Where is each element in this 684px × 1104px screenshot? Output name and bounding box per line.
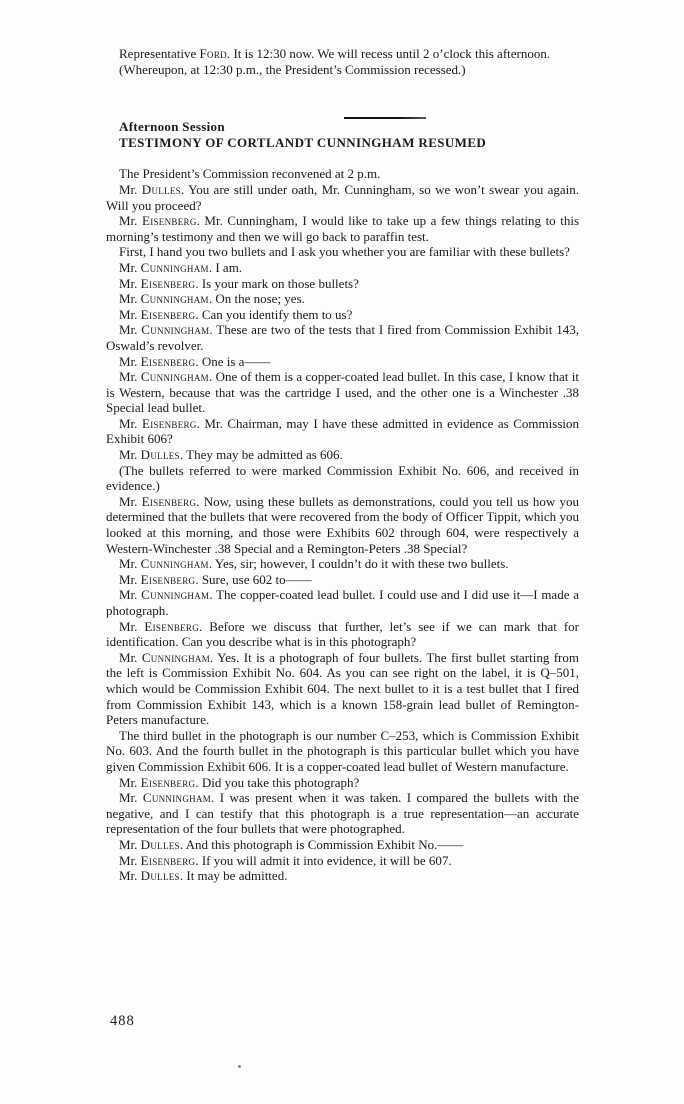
speaker-name: Cunningham [140,291,209,307]
paragraph [106,260,579,276]
paragraph-text: . Mr. Cunningham, I would like to take up a few things relating to this morning’s testimony and then we will go back to paraffin test. [106,213,580,244]
speaker-name: Ford [199,46,227,61]
speaker-name: Eisenberg [140,774,196,790]
paragraph-text: . Now, using these bullets as demonstrations, could you tell us how you determined that the bullets that were recovered from the body of Officer Tippit, which you looked at this morning, and those were Exhibits 602 through 604, were respectively a Western-Winchester .38 Special and a Remington-Peters .38 Special? [106,493,580,556]
speaker-name: Eisenberg [140,852,196,868]
paragraph [106,587,579,618]
paragraph [106,619,579,650]
testimony-title: TESTIMONY OF CORTLANDT CUNNINGHAM RESUMED [119,134,487,150]
paragraph-text: Mr. [119,868,141,884]
paragraph-text: . Mr. Chairman, may I have these admitted in evidence as Commission Exhibit 606? [106,415,580,447]
speaker-name: Cunningham [141,322,210,338]
paragraph-text: Mr. [119,447,141,463]
paragraph-text: Mr. [119,852,141,868]
speaker-name: Eisenberg [140,353,196,369]
speaker-name: Eisenberg [141,493,197,509]
paragraph-text: Mr. [119,571,141,587]
paragraph-text: The President’s Commission reconvened at 2 p.m. [119,166,381,182]
paragraph-text: Representative [119,46,200,61]
paragraph-text: . And this photograph is Commission Exhibit No.—— [179,836,464,852]
paragraph [106,369,579,416]
speaker-name: Dulles [141,181,181,197]
paragraph-text: . It is 12:30 now. We will recess until 2 o’clock this afternoon. [226,46,551,61]
paragraph-text: . Can you identify them to us? [195,306,353,322]
speaker-name: Eisenberg [141,213,197,229]
paragraph-text: . Sure, use 602 to—— [195,571,312,587]
paragraph-text: Mr. [119,322,142,338]
paragraph [106,790,579,837]
paragraph-text: . These are two of the tests that I fired from Commission Exhibit 143, Oswald’s revolver. [106,322,579,353]
speaker-name: Cunningham [140,556,209,572]
paragraph-text: Mr. [119,649,142,665]
paragraph-text: Mr. [119,493,142,509]
paragraph [106,307,579,323]
paragraph-text: Mr. [119,618,145,634]
paragraph-text: Mr. [119,836,141,852]
page-content [106,46,579,884]
paragraph-text: . It may be admitted. [179,868,288,884]
paragraph-text: Mr. [119,306,141,322]
paragraph-text: Mr. [119,587,142,603]
speaker-name: Dulles [140,868,180,884]
speaker-name: Dulles [140,447,180,463]
paragraph-text: . Before we discuss that further, let’s see if we can mark that for identification. Can you describe what is in this photograph? [106,618,580,650]
page-number: 488 [110,1013,135,1029]
paragraph [106,556,579,572]
paragraph-text: Mr. [119,415,142,431]
paragraph-text: . One is a—— [195,353,271,369]
paragraph [106,775,579,791]
paragraph-text: . Yes, sir; however, I couldn’t do it with these two bullets. [208,556,509,572]
paragraph-text: Mr. [119,369,141,385]
paragraph-text: (The bullets referred to were marked Commission Exhibit No. 606, and received in evidence.) [106,462,579,494]
paragraph [106,463,579,494]
paragraph-text: (Whereupon, at 12:30 p.m., the President’s Commission recessed.) [119,61,466,77]
paragraph-text: . Is your mark on those bullets? [195,275,359,291]
paragraph [106,416,579,447]
paragraph-text: Mr. [119,774,141,790]
paragraph-text: Mr. [119,556,141,572]
paragraph [106,322,579,353]
paragraph-text: Mr. [119,259,141,275]
paragraph [106,728,579,775]
paragraph-text: Mr. [119,353,141,369]
speaker-name: Cunningham [141,649,210,665]
scan-artifact-dot [238,1065,241,1068]
session-heading: Afternoon Session [119,119,225,135]
paragraph [106,650,579,728]
paragraph [106,213,579,244]
paragraph [106,291,579,307]
paragraph-text: . I was present when it was taken. I compared the bullets with the negative, and I can testify that this photograph is a true representation—an accurate representation of the four bullets that were photographed. [106,790,580,837]
paragraph [106,46,579,62]
paragraph [106,276,579,292]
paragraph-text: Mr. [119,291,141,307]
paragraph [106,354,579,370]
speaker-name: Eisenberg [141,415,197,431]
speaker-name: Eisenberg [140,306,196,322]
paragraph [106,244,579,260]
paragraph-text: Mr. [119,181,142,197]
speaker-name: Eisenberg [140,275,196,291]
paragraph-text: . The copper-coated lead bullet. I could use and I did use it—I made a photograph. [106,587,579,618]
speaker-name: Cunningham [140,369,209,385]
paragraph-text: . Did you take this photograph? [195,774,360,790]
paragraph-text: First, I hand you two bullets and I ask you whether you are familiar with these bullets? [119,244,570,260]
paragraph-text: . On the nose; yes. [208,291,305,307]
speaker-name: Cunningham [142,790,212,806]
paragraph-text: . You are still under oath, Mr. Cunningham, so we won’t swear you again. Will you proceed? [106,181,580,213]
speaker-name: Cunningham [140,259,209,275]
paragraph [106,166,579,182]
paragraph [106,182,579,213]
paragraph-text: . They may be admitted as 606. [179,447,343,463]
paragraph [106,837,579,853]
speaker-name: Cunningham [141,587,210,603]
paragraph-text: . One of them is a copper-coated lead bullet. In this case, I know that it is Western, because that was the cartridge I used, and the other one is a Winchester .38 Special lead bullet. [106,369,579,416]
paragraph [106,494,579,556]
body-paragraphs [106,166,579,883]
paragraph [106,62,579,78]
paragraph-text: . Yes. It is a photograph of four bullets. The first bullet starting from the left is Commission Exhibit No. 604. As you can see right on the label, it is Q–501, which would be Commission Exhibit 604. The next bullet to it is a test bullet that I fired from Commission Exhibit 143, which is a known 158-grain lead bullet of Remington-Peters manufacture. [106,649,579,728]
paragraph [106,853,579,869]
paragraph-text: Mr. [119,275,141,291]
paragraph [106,572,579,588]
intro-paragraphs [106,46,579,77]
speaker-name: Eisenberg [140,571,196,587]
paragraph-text: Mr. [119,790,143,806]
paragraph-text: . I am. [208,259,243,275]
paragraph-text: The third bullet in the photograph is our number C–253, which is Commission Exhibit No. 603. And the fourth bullet in the photograph is this particular bullet which you have given Commission Exhibit 606. It is a copper-coated lead bullet of Western manufacture. [106,727,579,774]
paragraph-text: . If you will admit it into evidence, it will be 607. [195,852,452,868]
paragraph [106,447,579,463]
paragraph [106,868,579,884]
speaker-name: Eisenberg [144,618,200,634]
speaker-name: Dulles [140,836,180,852]
paragraph-text: Mr. [119,213,142,229]
